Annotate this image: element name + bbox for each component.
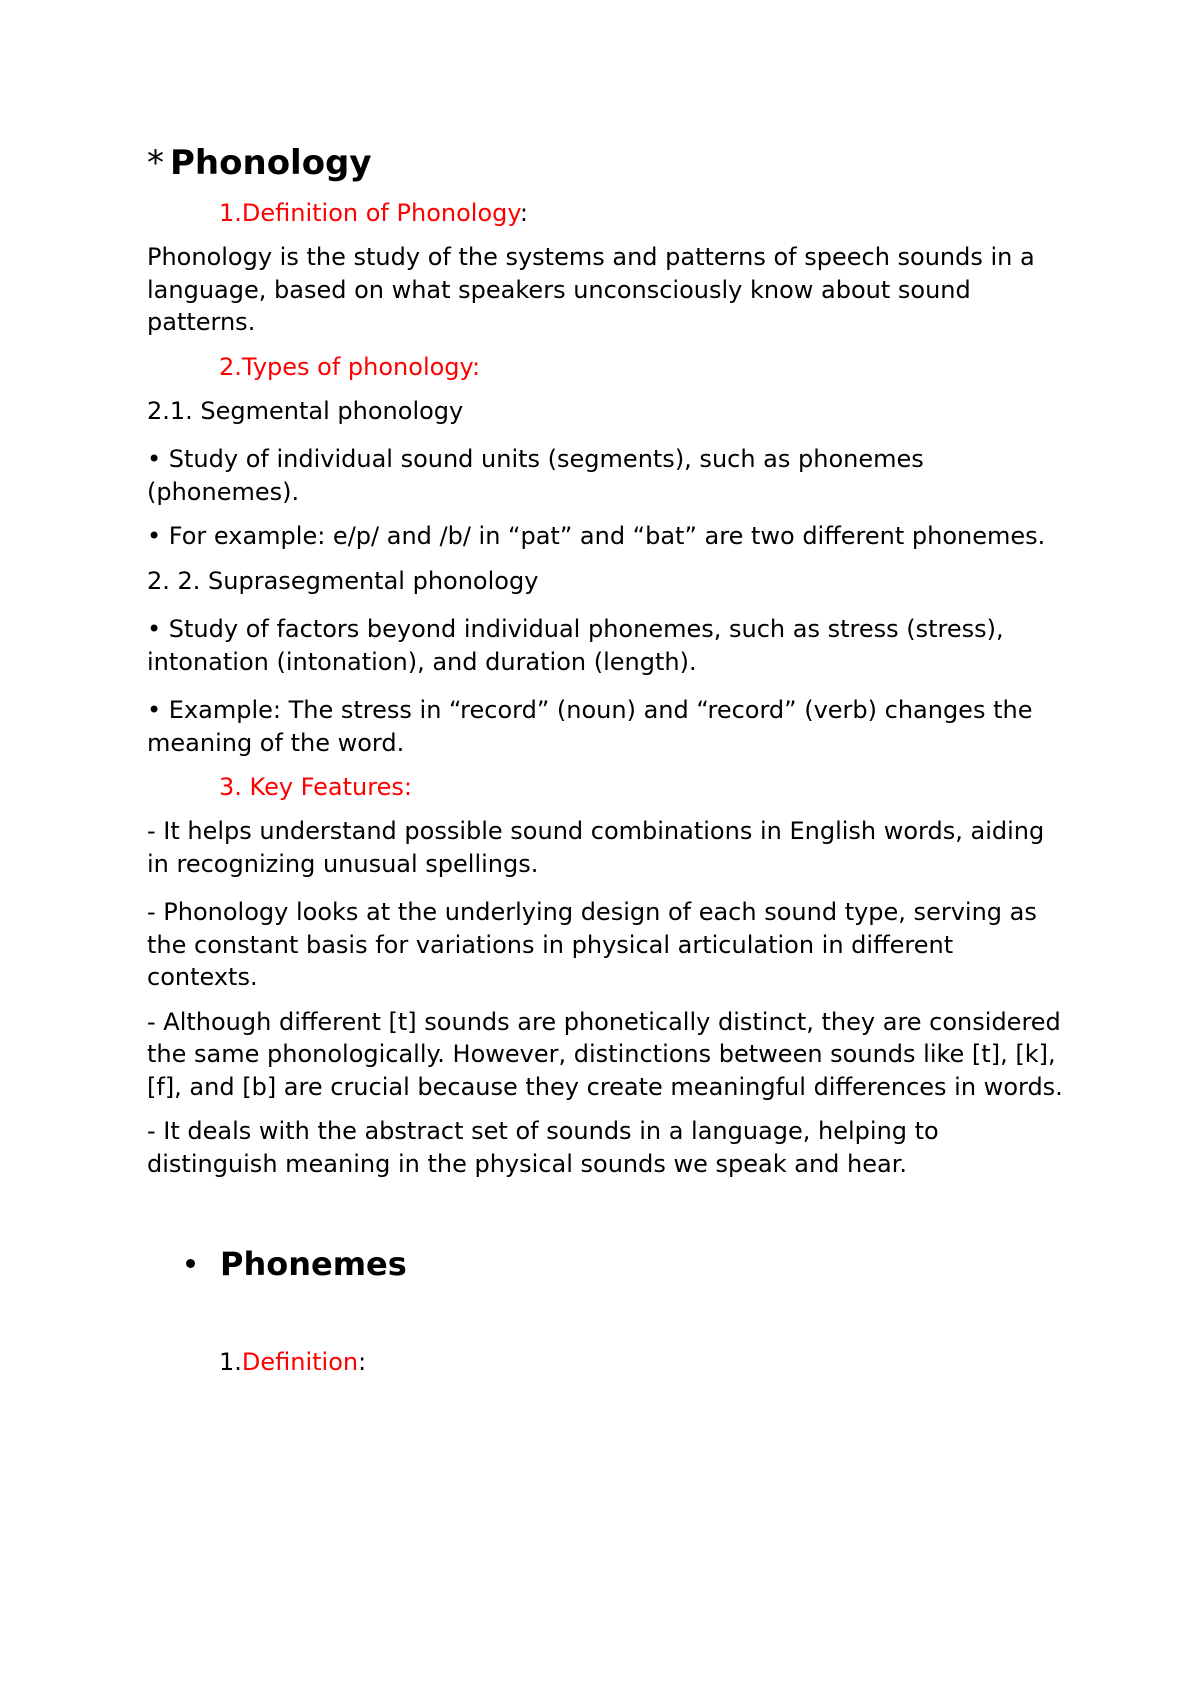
segmental-bullet-2: • For example: e/p/ and /b/ in “pat” and “bat” are two different phonemes. [147, 522, 1046, 550]
phonemes-definition-number: 1. [219, 1348, 242, 1376]
bullet-dot-icon [186, 1259, 195, 1268]
spacer-2 [147, 1284, 1067, 1346]
key-feature-3: - Although different [t] sounds are phonetically distinct, they are considered the same phonologically. However, distinctions between sounds like [t], [k], [f], and [b] are crucial because they create meaningful differences in words. [147, 1007, 1063, 1101]
suprasegmental-bullet-2: • Example: The stress in “record” (noun) and “record” (verb) changes the meaning of the word. [147, 696, 1033, 757]
document-content [147, 143, 1067, 1378]
phonemes-definition-text: Definition [241, 1348, 359, 1376]
definition-heading-colon: : [519, 199, 528, 227]
suprasegmental-bullet-1: • Study of factors beyond individual phonemes, such as stress (stress), intonation (intonation), and duration (length). [147, 615, 1004, 676]
key-feature-4: - It deals with the abstract set of sounds in a language, helping to distinguish meaning in the physical sounds we speak and hear. [147, 1117, 939, 1178]
definition-heading-number: 1. [219, 199, 242, 227]
title-text: Phonology [170, 143, 372, 183]
definition-heading [147, 197, 1067, 229]
key-feature-1: - It helps understand possible sound combinations in English words, aiding in recognizing unusual spellings. [147, 817, 1045, 878]
title-marker: * [147, 143, 164, 183]
page-title [147, 143, 1067, 183]
phonemes-heading [147, 1244, 1067, 1284]
key-feature-2: - Phonology looks at the underlying design of each sound type, serving as the constant basis for variations in physical articulation in different contexts. [147, 898, 1037, 991]
types-heading: 2.Types of phonology: [219, 352, 481, 381]
definition-heading-text: Definition of Phonology [241, 199, 520, 227]
suprasegmental-title: 2. 2. Suprasegmental phonology [147, 566, 539, 595]
spacer [147, 1180, 1067, 1244]
phonemes-definition-heading [147, 1346, 1067, 1378]
definition-paragraph: Phonology is the study of the systems and patterns of speech sounds in a language, based on what speakers unconsciously know about sound patterns. [147, 243, 1035, 336]
phonemes-definition-colon: : [358, 1348, 367, 1376]
phonemes-heading-text: Phonemes [220, 1245, 407, 1283]
segmental-title: 2.1. Segmental phonology [147, 396, 464, 425]
key-features-heading: 3. Key Features: [219, 773, 412, 801]
segmental-bullet-1: • Study of individual sound units (segments), such as phonemes (phonemes). [147, 445, 924, 506]
